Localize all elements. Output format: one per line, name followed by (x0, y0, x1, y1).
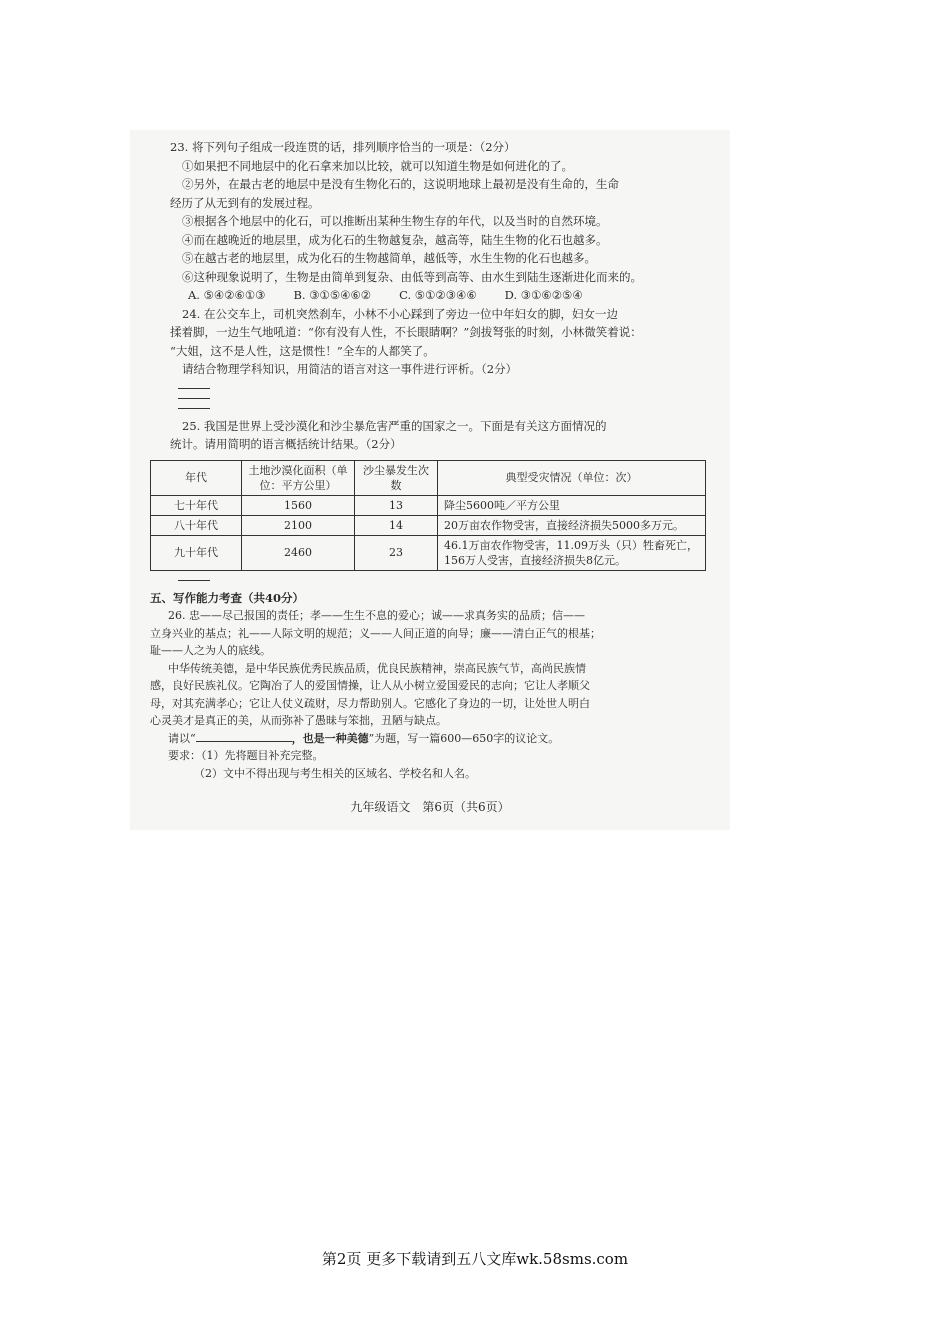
answer-line (178, 388, 210, 389)
q24-line-1: 24. 在公交车上，司机突然刹车，小林不小心踩到了旁边一位中年妇女的脚，妇女一边 (182, 306, 618, 321)
answer-line (178, 398, 210, 399)
q26-line-3: 耻——人之为人的底线。 (150, 644, 271, 657)
page-label: 九年级语文 第6页（共6页） (350, 800, 510, 814)
table-header-row (151, 460, 706, 495)
cell-damage: 降尘5600吨／平方公里 (438, 495, 706, 515)
cell-damage: 46.1万亩农作物受害，11.09万头（只）牲畜死亡，156万人受害，直接经济损失8亿元。 (438, 535, 706, 570)
cell-area: 2460 (242, 535, 355, 570)
cell-area: 2100 (242, 515, 355, 535)
q25-line-2: 统计。请用简明的语言概括统计结果。（2分） (170, 437, 402, 451)
statistics-table (150, 460, 706, 571)
cell-area: 1560 (242, 495, 355, 515)
q24-line-3: “大姐，这不是人性，这是惯性！”全车的人都笑了。 (170, 343, 435, 358)
table-row (151, 495, 706, 515)
q23-sentence-2a: ②另外，在最古老的地层中是没有生物化石的，这说明地球上最初是没有生命的，生命 (182, 177, 619, 191)
cell-era: 八十年代 (151, 515, 242, 535)
q26-task: 请以“ ，也是一种美德”为题，写一篇600—650字的议论文。 (168, 731, 560, 745)
q23-sentence-2b: 经历了从无到有的发展过程。 (170, 195, 320, 210)
q24-prompt: 请结合物理学科知识，用简洁的语言对这一事件进行评析。（2分） (182, 362, 518, 376)
q26-requirement-1: 要求：（1）先将题目补充完整。 (168, 749, 324, 762)
q23-stem: 23. 将下列句子组成一段连贯的话，排列顺序恰当的一项是：（2分） (170, 140, 516, 154)
q26-paragraph-4: 心灵美才是真正的美，从而弥补了愚昧与笨拙，丑陋与缺点。 (150, 714, 447, 727)
title-blank (196, 731, 292, 742)
header-damage: 典型受灾情况（单位：次） (438, 460, 706, 495)
cell-damage: 20万亩农作物受害，直接经济损失5000多万元。 (438, 515, 706, 535)
q23-sentence-5: ⑤在越古老的地层里，成为化石的生物越简单，越低等，水生生物的化石也越多。 (182, 251, 596, 265)
q26-line-2: 立身兴业的基点；礼——人际文明的规范；义——人间正道的向导；廉——清白正气的根基； (150, 626, 601, 640)
q26-line-1: 26. 忠——尽己报国的责任；孝——生生不息的爱心；诚——求真务实的品质；信—— (168, 609, 585, 622)
header-storms: 沙尘暴发生次数 (355, 460, 438, 495)
q23-options (170, 286, 710, 305)
q23-sentence-1: ①如果把不同地层中的化石拿来加以比较，就可以知道生物是如何进化的了。 (182, 158, 573, 173)
option-d: D. ③①⑥②⑤④ (504, 288, 583, 302)
section-5-title: 五、写作能力考查（共40分） (150, 590, 305, 605)
header-area: 土地沙漠化面积（单位：平方公里） (242, 460, 355, 495)
cell-storms: 13 (355, 495, 438, 515)
cell-era: 九十年代 (151, 535, 242, 570)
option-b: B. ③①⑤④⑥② (293, 288, 372, 302)
footer-text: 第2页 更多下载请到五八文库wk.58sms.com (321, 1250, 629, 1268)
table-row (151, 515, 706, 535)
q26-paragraph-3: 母，对其充满孝心；它让人仗义疏财，尽力帮助别人。它感化了身边的一切，让处世人明白 (150, 696, 590, 710)
answer-line (178, 580, 210, 581)
q24-line-2: 揉着脚，一边生气地吼道：“你有没有人性，不长眼睛啊？”剑拔弩张的时刻，小林微笑着说： (170, 325, 642, 339)
table-row (151, 535, 706, 570)
exam-content (150, 138, 710, 815)
answer-line (178, 408, 210, 409)
q26-paragraph-1: 中华传统美德，是中华民族优秀民族品质，优良民族精神，崇高民族气节，高尚民族情 (168, 661, 586, 675)
header-era: 年代 (151, 460, 242, 495)
cell-storms: 14 (355, 515, 438, 535)
q23-sentence-4: ④而在越晚近的地层里，成为化石的生物越复杂，越高等，陆生生物的化石也越多。 (182, 232, 608, 247)
q26-requirement-2: （2）文中不得出现与考生相关的区域名、学校名和人名。 (194, 766, 476, 780)
cell-storms: 23 (355, 535, 438, 570)
q23-sentence-6: ⑥这种现象说明了，生物是由简单到复杂、由低等到高等、由水生到陆生逐渐进化而来的。 (182, 269, 642, 284)
q23-sentence-3: ③根据各个地层中的化石，可以推断出某种生物生存的年代，以及当时的自然环境。 (182, 214, 608, 228)
q25-line-1: 25. 我国是世界上受沙漠化和沙尘暴危害严重的国家之一。下面是有关这方面情况的 (182, 418, 607, 433)
cell-era: 七十年代 (151, 495, 242, 515)
q26-paragraph-2: 感，良好民族礼仪。它陶冶了人的爱国情操，让人从小树立爱国爱民的志向；它让人孝顺父 (150, 679, 590, 692)
option-c: C. ⑤①②③④⑥ (399, 288, 477, 302)
option-a: A. ⑤④②⑥①③ (188, 288, 266, 302)
